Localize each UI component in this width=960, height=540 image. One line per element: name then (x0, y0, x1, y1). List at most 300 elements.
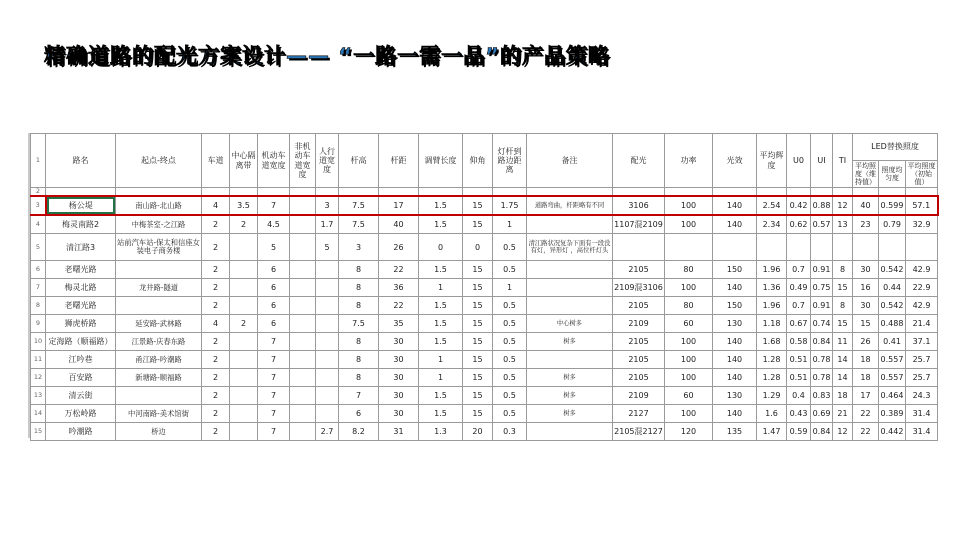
cell: 0.542 (879, 297, 906, 315)
cell: 8 (339, 297, 379, 315)
column-subheader: 平均照度（初始值） (907, 161, 936, 187)
cell: 140 (713, 333, 757, 351)
table-container (30, 133, 939, 441)
road-name-cell: 定海路（顺福路） (46, 333, 116, 351)
cell: 30 (379, 369, 419, 387)
cell: 0.5 (493, 315, 527, 333)
column-header: 机动车道宽度 (258, 134, 290, 188)
row-number: 8 (31, 297, 46, 315)
cell: 15 (833, 279, 853, 297)
start-end-cell: 站前汽车站-保太和信座女装电子商务楼 (116, 234, 202, 261)
cell (290, 196, 316, 215)
cell: 2 (202, 279, 230, 297)
column-header: 仰角 (463, 134, 493, 188)
cell: 1.96 (757, 297, 787, 315)
start-end-cell: 甬江路-吟潮路 (116, 351, 202, 369)
cell: 1.47 (757, 423, 787, 441)
cell: 1.96 (757, 261, 787, 279)
cell: 0.5 (493, 333, 527, 351)
cell: 130 (713, 387, 757, 405)
cell: 0.488 (879, 315, 906, 333)
cell: 13 (833, 215, 853, 234)
cell: 0.5 (493, 405, 527, 423)
cell (290, 279, 316, 297)
cell: 0.5 (493, 297, 527, 315)
start-end-cell: 中梅茶室-之江路 (116, 215, 202, 234)
cell (757, 188, 787, 197)
cell: 2 (202, 369, 230, 387)
cell: 2 (202, 387, 230, 405)
cell: 6 (339, 405, 379, 423)
cell: 0.67 (787, 315, 811, 333)
cell: 5 (316, 234, 339, 261)
cell: 0.83 (811, 387, 833, 405)
cell (527, 261, 613, 279)
cell (290, 369, 316, 387)
cell (202, 188, 230, 197)
cell: 0.58 (787, 333, 811, 351)
cell: 2.34 (757, 215, 787, 234)
cell: 0.57 (811, 215, 833, 234)
cell: 14 (833, 369, 853, 387)
cell: 2105 (613, 369, 665, 387)
cell: 31 (379, 423, 419, 441)
cell (787, 234, 811, 261)
cell: 7 (258, 333, 290, 351)
cell: 2 (202, 234, 230, 261)
road-name-cell: 老曙光路 (46, 261, 116, 279)
cell (757, 234, 787, 261)
empty-row (31, 188, 938, 197)
cell (316, 405, 339, 423)
row-number: 10 (31, 333, 46, 351)
cell: 120 (665, 423, 713, 441)
cell (290, 387, 316, 405)
cell (230, 423, 258, 441)
cell: 100 (665, 215, 713, 234)
cell (230, 351, 258, 369)
cell: 0.7 (787, 261, 811, 279)
cell: 0.3 (493, 423, 527, 441)
cell: 140 (713, 351, 757, 369)
cell (833, 188, 853, 197)
cell: 20 (463, 423, 493, 441)
cell (853, 188, 879, 197)
row-number: 11 (31, 351, 46, 369)
cell (811, 188, 833, 197)
cell: 16 (853, 279, 879, 297)
cell: 中心树多 (527, 315, 613, 333)
cell: 2 (202, 297, 230, 315)
cell: 40 (379, 215, 419, 234)
cell (230, 369, 258, 387)
cell: 0.5 (493, 351, 527, 369)
cell (906, 188, 938, 197)
cell: 15 (463, 297, 493, 315)
cell: 150 (713, 261, 757, 279)
cell: 80 (665, 261, 713, 279)
cell: 1.28 (757, 369, 787, 387)
cell: 1.5 (419, 315, 463, 333)
cell: 1 (419, 279, 463, 297)
row-number: 13 (31, 387, 46, 405)
cell (230, 261, 258, 279)
cell: 140 (713, 279, 757, 297)
cell: 1.18 (757, 315, 787, 333)
cell: 1 (493, 215, 527, 234)
cell: 0.84 (811, 333, 833, 351)
start-end-cell: 江景路-庆春东路 (116, 333, 202, 351)
cell: 0.557 (879, 369, 906, 387)
cell: 25.7 (906, 369, 938, 387)
cell (613, 188, 665, 197)
cell: 8 (833, 261, 853, 279)
cell (290, 333, 316, 351)
cell (811, 234, 833, 261)
cell: 树多 (527, 387, 613, 405)
table-row (31, 297, 938, 315)
row-number: 4 (31, 215, 46, 234)
cell: 26 (853, 333, 879, 351)
cell: 0.91 (811, 297, 833, 315)
cell: 0.557 (879, 351, 906, 369)
cell: 8 (339, 351, 379, 369)
cell (290, 234, 316, 261)
cell: 30 (379, 333, 419, 351)
cell (879, 188, 906, 197)
cell (493, 188, 527, 197)
column-header: 起点-终点 (116, 134, 202, 188)
column-header: 平均辉度 (757, 134, 787, 188)
cell: 36 (379, 279, 419, 297)
column-header: 人行道宽度 (316, 134, 339, 188)
start-end-cell: 龙井路-隧道 (116, 279, 202, 297)
row-number: 12 (31, 369, 46, 387)
cell: 35 (379, 315, 419, 333)
cell (258, 188, 290, 197)
table-row (31, 261, 938, 279)
cell: 0 (463, 234, 493, 261)
cell: 8 (339, 369, 379, 387)
cell: 0.5 (493, 387, 527, 405)
cell: 1.5 (419, 297, 463, 315)
cell (713, 188, 757, 197)
cell: 60 (665, 315, 713, 333)
cell: 0.91 (811, 261, 833, 279)
cell (316, 297, 339, 315)
cell: 2 (202, 333, 230, 351)
cell (879, 234, 906, 261)
cell: 4 (202, 196, 230, 215)
cell (290, 297, 316, 315)
cell: 0.78 (811, 369, 833, 387)
road-name-cell: 吟潮路 (46, 423, 116, 441)
cell: 17 (853, 387, 879, 405)
cell (230, 387, 258, 405)
table-row (31, 196, 938, 215)
cell (316, 315, 339, 333)
cell: 2 (202, 215, 230, 234)
cell: 0.88 (811, 196, 833, 215)
cell: 15 (463, 196, 493, 215)
cell: 140 (713, 369, 757, 387)
cell: 1.75 (493, 196, 527, 215)
start-end-cell: 中河南路-美术馆街 (116, 405, 202, 423)
cell: 6 (258, 279, 290, 297)
cell (527, 351, 613, 369)
row-number: 6 (31, 261, 46, 279)
cell: 12 (833, 196, 853, 215)
table-row (31, 315, 938, 333)
cell (787, 188, 811, 197)
cell (290, 215, 316, 234)
cell: 6 (258, 315, 290, 333)
cell (316, 188, 339, 197)
cell: 8 (833, 297, 853, 315)
cell: 0.5 (493, 369, 527, 387)
cell (853, 234, 879, 261)
cell: 15 (463, 279, 493, 297)
road-name-cell: 江吟巷 (46, 351, 116, 369)
column-header: 调臂长度 (419, 134, 463, 188)
cell: 0.59 (787, 423, 811, 441)
cell: 15 (463, 333, 493, 351)
cell: 2 (202, 405, 230, 423)
cell (116, 188, 202, 197)
cell (463, 188, 493, 197)
cell: 0.79 (879, 215, 906, 234)
cell: 0.49 (787, 279, 811, 297)
start-end-cell (116, 387, 202, 405)
cell: 8 (339, 333, 379, 351)
cell: 15 (463, 369, 493, 387)
cell: 42.9 (906, 297, 938, 315)
column-header: 配光 (613, 134, 665, 188)
cell: 7 (258, 196, 290, 215)
cell: 2105混2127 (613, 423, 665, 441)
cell: 22 (379, 297, 419, 315)
cell: 42.9 (906, 261, 938, 279)
cell (316, 279, 339, 297)
cell (665, 234, 713, 261)
cell: 30 (379, 387, 419, 405)
column-header: 非机动车道宽度 (290, 134, 316, 188)
cell: 22 (379, 261, 419, 279)
column-header: 光效 (713, 134, 757, 188)
cell: 2105 (613, 297, 665, 315)
data-table (30, 133, 939, 441)
cell (339, 188, 379, 197)
cell (613, 234, 665, 261)
cell: 1.29 (757, 387, 787, 405)
cell: 30 (379, 405, 419, 423)
cell: 0.69 (811, 405, 833, 423)
cell: 7 (258, 351, 290, 369)
cell: 31.4 (906, 405, 938, 423)
table-row (31, 351, 938, 369)
cell: 0 (419, 234, 463, 261)
cell: 80 (665, 297, 713, 315)
column-header-led-group: LED替换照度 (853, 134, 938, 161)
cell: 0.464 (879, 387, 906, 405)
cell: 1.5 (419, 261, 463, 279)
row-number: 9 (31, 315, 46, 333)
cell: 2 (202, 351, 230, 369)
cell (316, 387, 339, 405)
cell: 6 (258, 297, 290, 315)
cell: 2109混3106 (613, 279, 665, 297)
cell (527, 423, 613, 441)
cell: 6 (258, 261, 290, 279)
cell: 0.5 (493, 261, 527, 279)
cell: 1.5 (419, 405, 463, 423)
cell: 1.7 (316, 215, 339, 234)
cell (290, 261, 316, 279)
cell: 道路弯曲，杆距略有不同 (527, 196, 613, 215)
cell: 17 (379, 196, 419, 215)
cell: 100 (665, 369, 713, 387)
cell: 0.84 (811, 423, 833, 441)
cell: 100 (665, 279, 713, 297)
cell: 0.78 (811, 351, 833, 369)
table-row (31, 279, 938, 297)
cell: 8 (339, 261, 379, 279)
cell: 5 (258, 234, 290, 261)
cell: 11 (833, 333, 853, 351)
column-header: UI (811, 134, 833, 188)
cell: 7 (258, 405, 290, 423)
cell: 7 (258, 387, 290, 405)
cell: 1.5 (419, 215, 463, 234)
cell: 7 (258, 369, 290, 387)
column-header: 灯杆到路边距离 (493, 134, 527, 188)
cell (290, 315, 316, 333)
cell: 0.389 (879, 405, 906, 423)
cell: 3.5 (230, 196, 258, 215)
cell: 7 (339, 387, 379, 405)
cell: 7 (258, 423, 290, 441)
cell: 0.75 (811, 279, 833, 297)
column-header: 车道 (202, 134, 230, 188)
cell (833, 234, 853, 261)
cell: 18 (833, 387, 853, 405)
start-end-cell: 南山路-北山路 (116, 196, 202, 215)
cell: 21 (833, 405, 853, 423)
row-number: 7 (31, 279, 46, 297)
start-end-cell (116, 261, 202, 279)
cell: 1.36 (757, 279, 787, 297)
cell: 140 (713, 405, 757, 423)
cell: 15 (853, 315, 879, 333)
road-name-cell: 老曙光路 (46, 297, 116, 315)
cell: 135 (713, 423, 757, 441)
road-name-cell: 杨公堤 (46, 196, 116, 215)
cell: 0.44 (879, 279, 906, 297)
cell: 8.2 (339, 423, 379, 441)
cell: 30 (379, 351, 419, 369)
cell: 2 (230, 315, 258, 333)
road-name-cell: 百安路 (46, 369, 116, 387)
cell (665, 188, 713, 197)
column-header: 功率 (665, 134, 713, 188)
cell (713, 234, 757, 261)
road-name-cell: 梅灵南路2 (46, 215, 116, 234)
cell: 7.5 (339, 315, 379, 333)
cell: 1.68 (757, 333, 787, 351)
cell: 0.51 (787, 351, 811, 369)
cell: 15 (463, 261, 493, 279)
cell: 0.5 (493, 234, 527, 261)
cell: 150 (713, 297, 757, 315)
cell: 100 (665, 196, 713, 215)
start-end-cell (116, 297, 202, 315)
cell: 15 (463, 351, 493, 369)
cell: 0.7 (787, 297, 811, 315)
cell: 2105 (613, 333, 665, 351)
cell: 0.542 (879, 261, 906, 279)
cell: 2127 (613, 405, 665, 423)
cell: 2109 (613, 315, 665, 333)
cell (290, 188, 316, 197)
cell: 7.5 (339, 215, 379, 234)
table-row (31, 387, 938, 405)
cell (230, 234, 258, 261)
cell: 2109 (613, 387, 665, 405)
row-number: 3 (31, 196, 46, 215)
cell: 18 (853, 369, 879, 387)
cell: 清江路状况复杂下面有一段没有灯，异形灯 ，高位杆灯头 (527, 234, 613, 261)
cell: 15 (463, 215, 493, 234)
table-row (31, 423, 938, 441)
cell: 0.599 (879, 196, 906, 215)
cell: 3 (316, 196, 339, 215)
cell (316, 333, 339, 351)
cell: 7.5 (339, 196, 379, 215)
cell: 4.5 (258, 215, 290, 234)
cell (527, 279, 613, 297)
cell: 2 (202, 423, 230, 441)
cell: 2.7 (316, 423, 339, 441)
cell: 8 (339, 279, 379, 297)
column-header: 杆距 (379, 134, 419, 188)
cell: 23 (853, 215, 879, 234)
cell: 37.1 (906, 333, 938, 351)
cell: 100 (665, 405, 713, 423)
cell: 22.9 (906, 279, 938, 297)
cell: 31.4 (906, 423, 938, 441)
cell: 60 (665, 387, 713, 405)
cell: 1.5 (419, 387, 463, 405)
cell: 1.3 (419, 423, 463, 441)
cell: 1.6 (757, 405, 787, 423)
cell: 15 (463, 405, 493, 423)
road-name-cell: 清云街 (46, 387, 116, 405)
cell: 2105 (613, 351, 665, 369)
cell: 15 (833, 315, 853, 333)
cell: 21.4 (906, 315, 938, 333)
cell: 1 (419, 351, 463, 369)
cell: 1107混2109 (613, 215, 665, 234)
cell: 3106 (613, 196, 665, 215)
cell: 30 (853, 261, 879, 279)
cell: 2105 (613, 261, 665, 279)
cell: 4 (202, 315, 230, 333)
cell: 32.9 (906, 215, 938, 234)
cell: 22 (853, 405, 879, 423)
cell: 1.28 (757, 351, 787, 369)
column-header: 路名 (46, 134, 116, 188)
cell: 树多 (527, 405, 613, 423)
